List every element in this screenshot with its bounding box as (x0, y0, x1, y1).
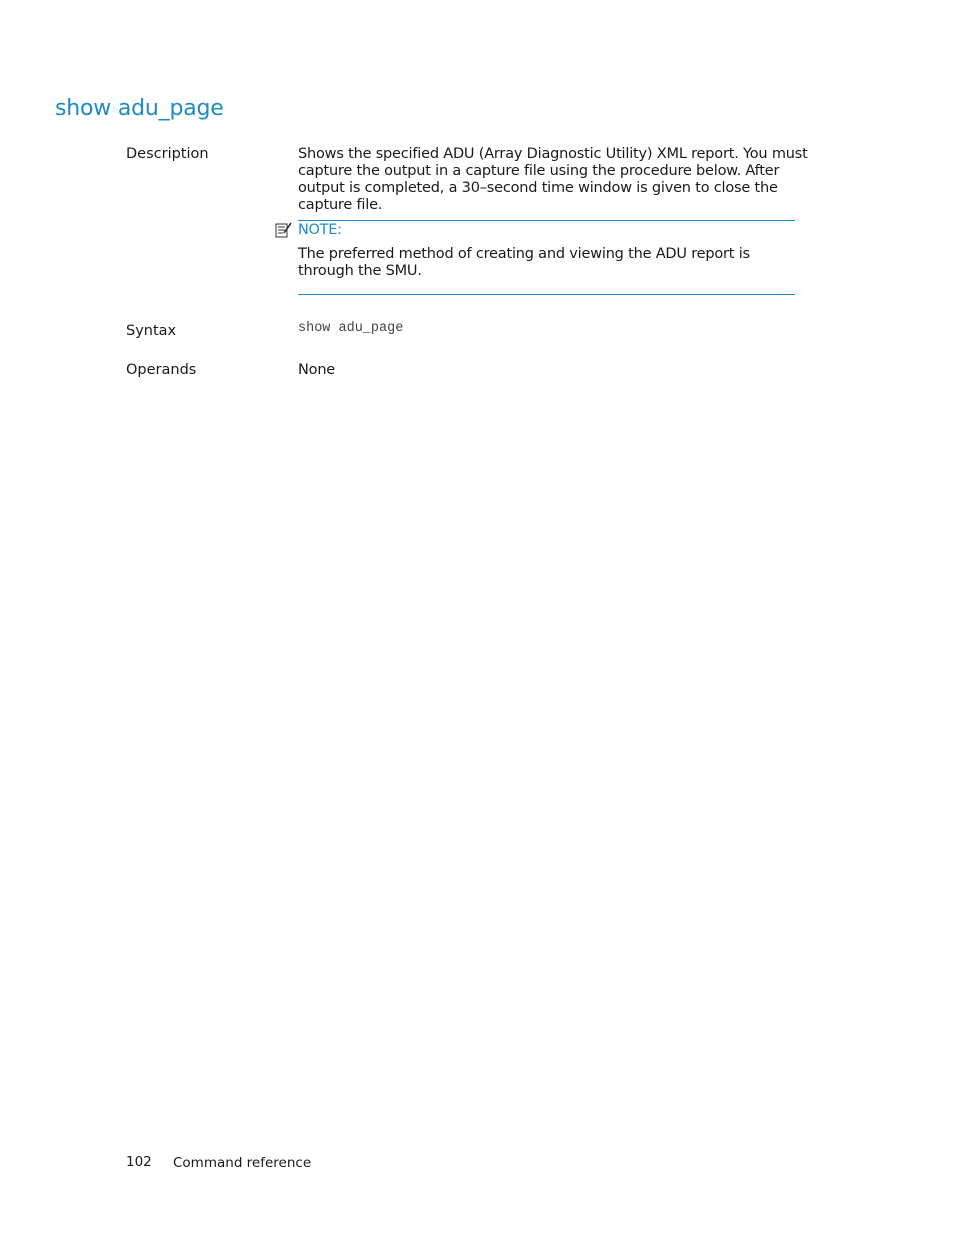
syntax-code: show adu_page (298, 321, 404, 336)
note-label: NOTE: (298, 222, 342, 238)
operands-label: Operands (126, 362, 197, 378)
note-top-rule (298, 220, 795, 221)
description-text: Shows the specified ADU (Array Diagnostic Utility) XML report. You must capture the output in a capture file using the procedure below. After output is completed, a 30–second time window is given to close the capture file. (298, 146, 808, 213)
page-number: 102 (126, 1154, 152, 1170)
operands-value: None (298, 362, 336, 378)
note-pencil-icon (275, 222, 293, 238)
page-title: show adu_page (55, 96, 224, 121)
description-label: Description (126, 146, 209, 162)
footer-section: Command reference (173, 1155, 312, 1171)
note-text: The preferred method of creating and viewing the ADU report is through the SMU. (298, 246, 750, 279)
syntax-label: Syntax (126, 323, 177, 339)
note-bottom-rule (298, 294, 795, 295)
